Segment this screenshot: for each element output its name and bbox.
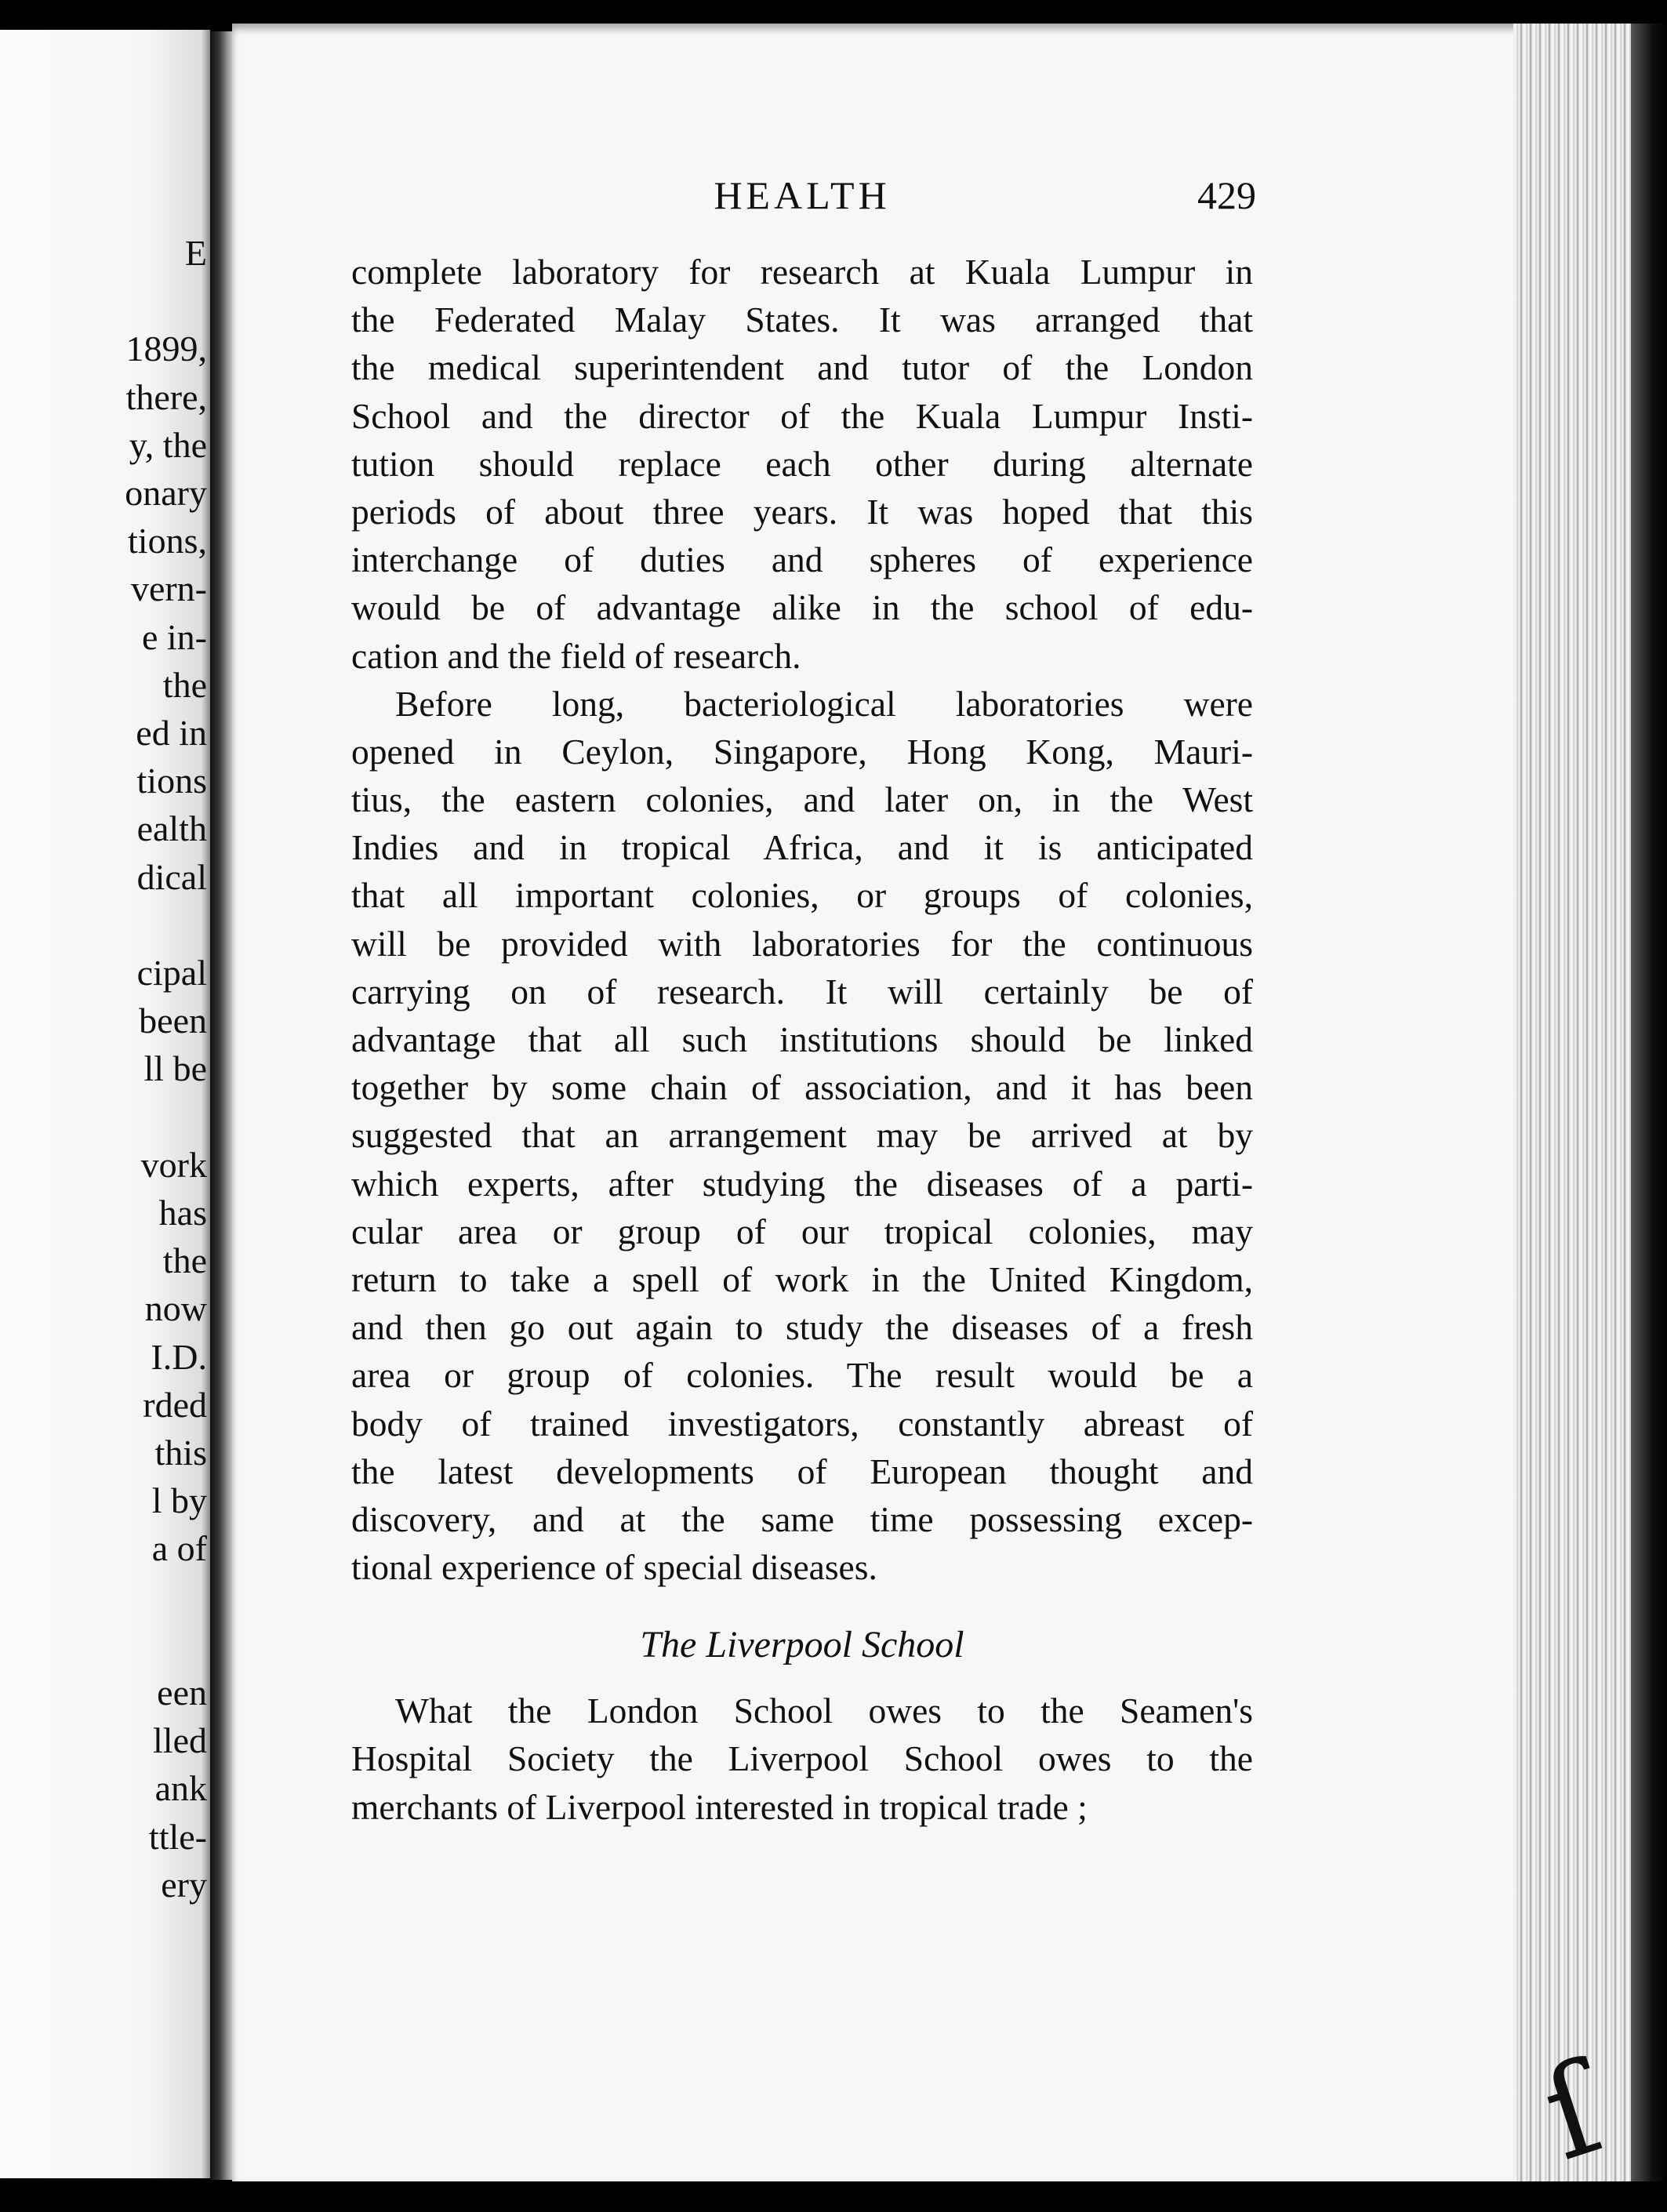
text-line: suggested that an arrangement may be arrived at by <box>351 1115 1253 1156</box>
text-line: the medical superintendent and tutor of the London <box>351 347 1253 388</box>
left-page-line: this <box>154 1433 207 1473</box>
text-line: merchants of Liverpool interested in tropical trade ; <box>351 1786 1088 1827</box>
left-page-line: dical <box>136 856 207 897</box>
left-page-line: has <box>158 1193 207 1233</box>
left-page-line: cipal <box>136 953 207 993</box>
text-line: return to take a spell of work in the United Kingdom, <box>351 1259 1253 1299</box>
book-gutter <box>210 31 234 2180</box>
left-page-line: been <box>139 1001 207 1041</box>
text-line: body of trained investigators, constantly abreast of <box>351 1403 1253 1444</box>
paragraph-2 <box>351 680 1253 1592</box>
running-head <box>351 173 1256 227</box>
left-page-line: ttle- <box>148 1816 207 1857</box>
text-line: tution should replace each other during alternate <box>351 443 1253 484</box>
text-line: together by some chain of association, and it has been <box>351 1067 1253 1108</box>
text-line: discovery, and at the same time possessing excep- <box>351 1498 1253 1539</box>
text-line: which experts, after studying the diseases of a parti- <box>351 1163 1253 1204</box>
text-line: opened in Ceylon, Singapore, Hong Kong, Mauri- <box>351 731 1253 772</box>
text-line: Hospital Society the Liverpool School owes to the <box>351 1738 1253 1779</box>
text-line: will be provided with laboratories for the continuous <box>351 923 1253 964</box>
left-page-line: the <box>162 1240 207 1281</box>
left-page-line: tions, <box>128 521 207 561</box>
text-line: advantage that all such institutions should be linked <box>351 1019 1253 1059</box>
text-line: Before long, bacteriological laboratories were <box>395 683 1253 724</box>
book-cover-edge <box>1631 24 1667 2181</box>
left-page-line: I.D. <box>151 1336 207 1377</box>
text-line: the latest developments of European thought and <box>351 1451 1253 1491</box>
left-page-line: ank <box>154 1768 207 1809</box>
text-line: tional experience of special diseases. <box>351 1547 877 1588</box>
left-page-line: ery <box>161 1864 207 1905</box>
left-page-line: onary <box>125 473 207 513</box>
text-line: the Federated Malay States. It was arranged that <box>351 300 1253 340</box>
running-head-title: HEALTH <box>714 173 891 217</box>
text-line: Indies and in tropical Africa, and it is anticipated <box>351 827 1253 868</box>
text-line: and then go out again to study the diseases of a fresh <box>351 1307 1253 1348</box>
text-line: would be of advantage alike in the school of edu- <box>351 587 1253 628</box>
left-page-line: E <box>184 233 207 273</box>
left-page-line: vern- <box>130 568 207 609</box>
left-page-line: een <box>157 1673 207 1713</box>
page-body <box>351 248 1253 1831</box>
text-line: periods of about three years. It was hoped that this <box>351 491 1253 532</box>
left-page-line: lled <box>153 1720 207 1761</box>
left-page-line: tions <box>136 761 207 801</box>
left-page-line: rded <box>143 1384 207 1425</box>
text-line: cation and the field of research. <box>351 635 801 676</box>
paragraph-1 <box>351 248 1253 680</box>
text-line: tius, the eastern colonies, and later on, in the West <box>351 779 1253 820</box>
text-line: interchange of duties and spheres of experience <box>351 539 1253 580</box>
text-line: that all important colonies, or groups of colonies, <box>351 875 1253 916</box>
paragraph-3 <box>351 1687 1253 1831</box>
text-line: School and the director of the Kuala Lumpur Insti- <box>351 395 1253 436</box>
text-line: area or group of colonies. The result would be a <box>351 1355 1253 1396</box>
page-number: 429 <box>1197 173 1256 217</box>
text-line: cular area or group of our tropical colonies, may <box>351 1211 1253 1251</box>
left-page-line: now <box>144 1288 207 1329</box>
text-line: What the London School owes to the Seamen's <box>395 1691 1253 1731</box>
left-page-line: there, <box>125 376 207 417</box>
left-page-line: the <box>162 664 207 705</box>
left-page-line: ll be <box>143 1048 207 1089</box>
left-page-line: 1899, <box>125 329 207 369</box>
text-line: complete laboratory for research at Kuala Lumpur in <box>351 252 1253 292</box>
left-page-line: vork <box>140 1144 207 1185</box>
left-page-line: ealth <box>136 808 207 849</box>
left-page-line: l by <box>151 1480 207 1521</box>
page-curl-mark: ſ <box>1527 2035 1617 2189</box>
left-page-line: a of <box>151 1528 207 1569</box>
text-line: carrying on of research. It will certainly be of <box>351 971 1253 1012</box>
left-page-fragment <box>0 30 210 2178</box>
left-page-line: ed in <box>136 713 207 753</box>
left-page-line: y, the <box>129 424 207 465</box>
section-heading: The Liverpool School <box>640 1624 964 1666</box>
left-page-line: e in- <box>141 616 207 657</box>
